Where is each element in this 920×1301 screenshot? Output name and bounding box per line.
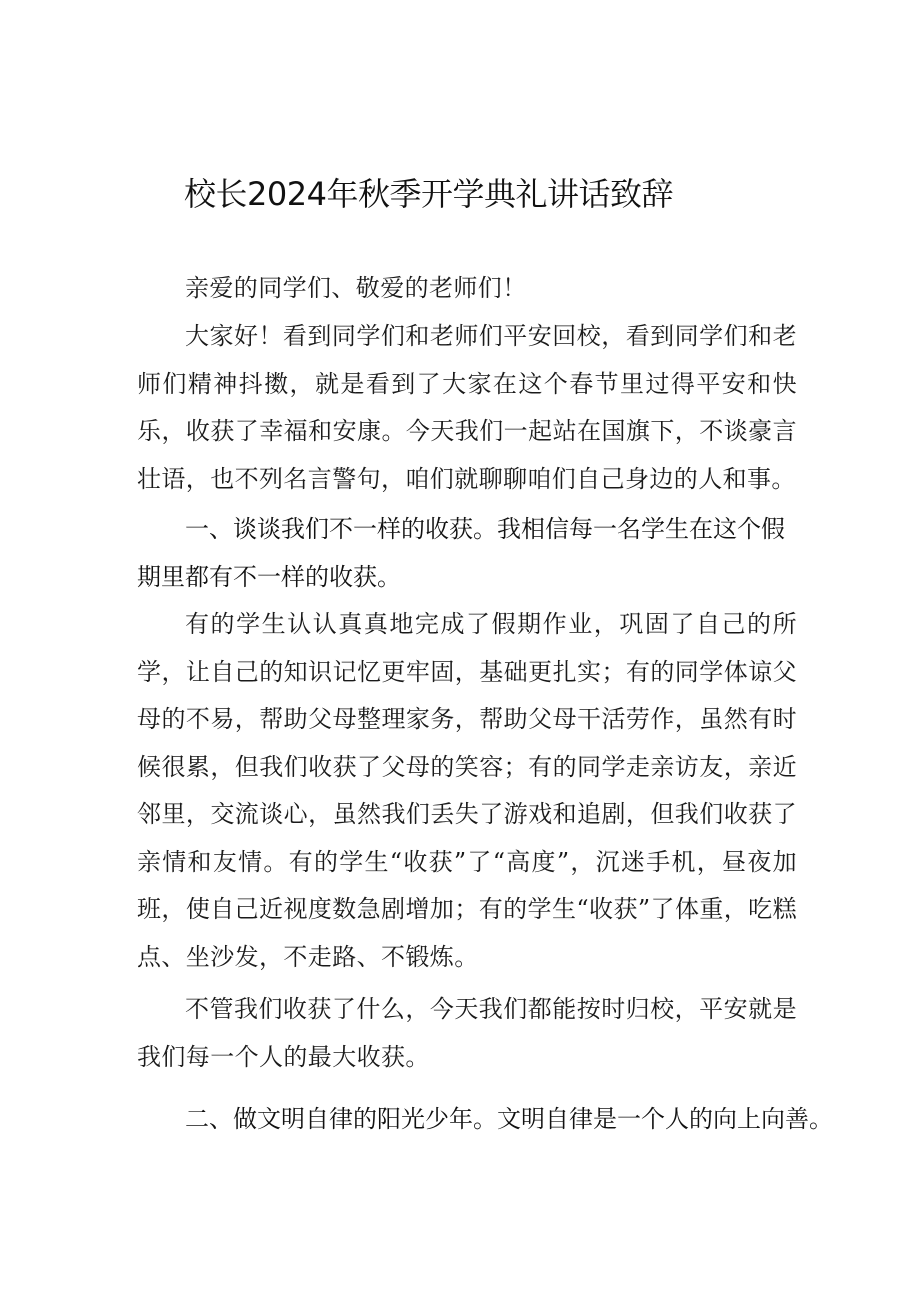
section-one-body-paragraph: 有的学生认认真真地完成了假期作业，巩固了自己的所学，让自己的知识记忆更牢固，基础更扎实；有的同学体谅父母的不易，帮助父母整理家务，帮助父母干活劳作，虽然有时候很累，但我们收获了父母的笑容；有的同学走亲访友，亲近邻里，交流谈心，虽然我们丢失了游戏和追剧，但我们收获了亲情和友情。有的学生“收获”了“高度”，沉迷手机，昼夜加班，使自己近视度数急剧增加；有的学生“收获”了体重，吃糕点、坐沙发，不走路、不锻炼。 (137, 610, 797, 971)
page-title: 校长2024年秋季开学典礼讲话致辞 (184, 175, 673, 213)
section-one-closing-paragraph: 不管我们收获了什么，今天我们都能按时归校，平安就是我们每一个人的最大收获。 (137, 995, 797, 1071)
section-two-heading: 二、做文明自律的阳光少年。文明自律是一个人的向上向善。 (185, 1105, 833, 1133)
intro-paragraph: 大家好！看到同学们和老师们平安回校，看到同学们和老师们精神抖擞，就是看到了大家在这个春节里过得平安和快乐，收获了幸福和安康。今天我们一起站在国旗下，不谈豪言壮语，也不列名言警句，咱们就聊聊咱们自己身边的人和事。 (137, 322, 797, 493)
greeting-paragraph: 亲爱的同学们、敬爱的老师们！ (185, 274, 527, 302)
section-one-heading: 一、谈谈我们不一样的收获。我相信每一名学生在这个假期里都有不一样的收获。 (137, 515, 785, 591)
